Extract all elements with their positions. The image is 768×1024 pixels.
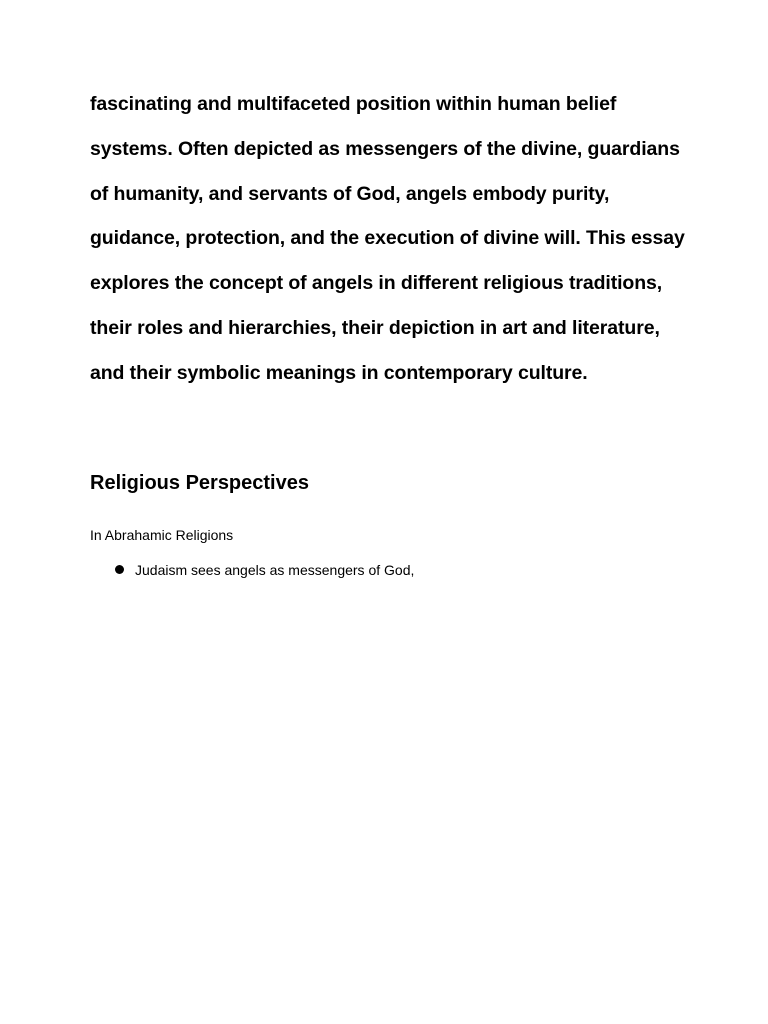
subsection-heading: In Abrahamic Religions bbox=[90, 527, 234, 543]
section-heading: Religious Perspectives bbox=[90, 472, 309, 494]
intro-paragraph: fascinating and multifaceted position within human belief systems. Often depicted as messengers of the divine, guardians of humanity, and servants of God, angels embody purity, guidance, protection, and the execution of divine will. This essay explores the concept of angels in different religious traditions, their roles and hierarchies, their depiction in art and literature, and their symbolic meanings in contemporary culture. bbox=[90, 93, 685, 384]
bullet-list bbox=[90, 561, 414, 579]
bullet-dot-icon bbox=[115, 565, 124, 574]
bullet-item bbox=[90, 561, 414, 579]
bullet-text: Judaism sees angels as messengers of God, bbox=[135, 562, 415, 578]
